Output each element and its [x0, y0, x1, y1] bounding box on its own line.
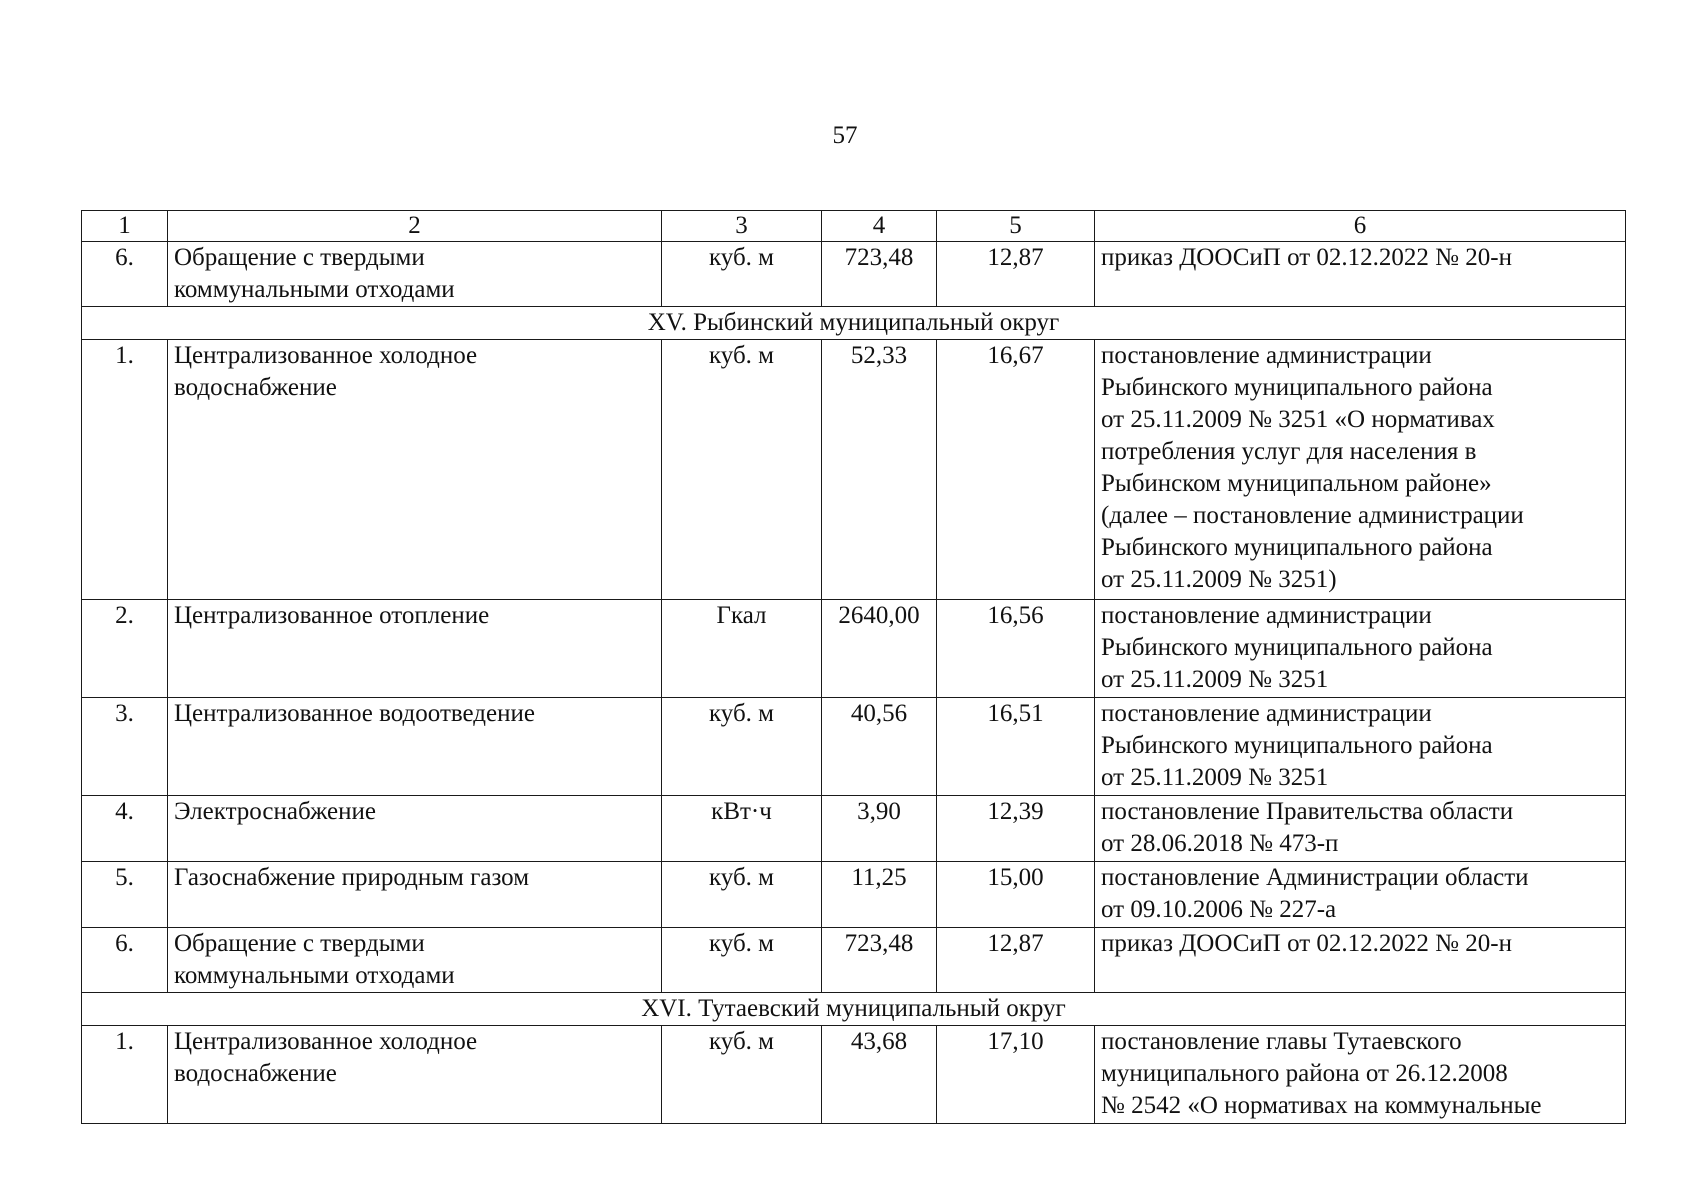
service-name: Централизованное отопление: [168, 600, 662, 698]
table-row: [82, 698, 1626, 796]
coefficient-value: 15,00: [937, 862, 1095, 928]
row-number: 5.: [82, 862, 168, 928]
row-number: 1.: [82, 1026, 168, 1124]
header-cell: 5: [937, 211, 1095, 242]
legal-basis: постановление администрации Рыбинского муниципального района от 25.11.2009 № 3251 «О нормативах потребления услуг для населения в Рыбинском муниципальном районе» (далее – постановление администрации Рыбинского муниципального района от 25.11.2009 № 3251): [1095, 340, 1626, 600]
norms-table: [81, 210, 1626, 1124]
legal-basis: постановление администрации Рыбинского муниципального района от 25.11.2009 № 3251: [1095, 698, 1626, 796]
section-title: XV. Рыбинский муниципальный округ: [82, 307, 1626, 340]
legal-basis: постановление Правительства области от 28.06.2018 № 473-п: [1095, 796, 1626, 862]
service-name: Газоснабжение природным газом: [168, 862, 662, 928]
coefficient-value: 12,87: [937, 928, 1095, 993]
table-row: [82, 1026, 1626, 1124]
norm-value: 2640,00: [822, 600, 937, 698]
table-row: [82, 796, 1626, 862]
row-number: 3.: [82, 698, 168, 796]
legal-basis: приказ ДООСиП от 02.12.2022 № 20-н: [1095, 242, 1626, 307]
service-name: Обращение с твердыми коммунальными отходами: [168, 242, 662, 307]
table-header-row: [82, 211, 1626, 242]
service-name: Обращение с твердыми коммунальными отходами: [168, 928, 662, 993]
row-number: 6.: [82, 928, 168, 993]
page-number: 57: [832, 122, 858, 149]
table-row: [82, 600, 1626, 698]
unit: куб. м: [662, 862, 822, 928]
unit: куб. м: [662, 242, 822, 307]
section-heading-row: [82, 993, 1626, 1026]
legal-basis: приказ ДООСиП от 02.12.2022 № 20-н: [1095, 928, 1626, 993]
service-name: Централизованное холодное водоснабжение: [168, 340, 662, 600]
row-number: 1.: [82, 340, 168, 600]
table-row: [82, 242, 1626, 307]
legal-basis: постановление Администрации области от 09.10.2006 № 227-а: [1095, 862, 1626, 928]
service-name: Электроснабжение: [168, 796, 662, 862]
coefficient-value: 16,56: [937, 600, 1095, 698]
coefficient-value: 17,10: [937, 1026, 1095, 1124]
coefficient-value: 16,67: [937, 340, 1095, 600]
table-row: [82, 340, 1626, 600]
header-cell: 6: [1095, 211, 1626, 242]
service-name: Централизованное водоотведение: [168, 698, 662, 796]
unit: куб. м: [662, 1026, 822, 1124]
norm-value: 3,90: [822, 796, 937, 862]
unit: куб. м: [662, 340, 822, 600]
legal-basis: постановление главы Тутаевского муниципального района от 26.12.2008 № 2542 «О нормативах на коммунальные: [1095, 1026, 1626, 1124]
coefficient-value: 12,87: [937, 242, 1095, 307]
section-heading-row: [82, 307, 1626, 340]
norm-value: 52,33: [822, 340, 937, 600]
norm-value: 723,48: [822, 928, 937, 993]
coefficient-value: 16,51: [937, 698, 1095, 796]
row-number: 6.: [82, 242, 168, 307]
legal-basis: постановление администрации Рыбинского муниципального района от 25.11.2009 № 3251: [1095, 600, 1626, 698]
header-cell: 3: [662, 211, 822, 242]
norm-value: 40,56: [822, 698, 937, 796]
norm-value: 43,68: [822, 1026, 937, 1124]
row-number: 4.: [82, 796, 168, 862]
table-row: [82, 862, 1626, 928]
norm-value: 723,48: [822, 242, 937, 307]
table-row: [82, 928, 1626, 993]
header-cell: 1: [82, 211, 168, 242]
unit: кВт·ч: [662, 796, 822, 862]
header-cell: 4: [822, 211, 937, 242]
unit: куб. м: [662, 928, 822, 993]
section-title: XVI. Тутаевский муниципальный округ: [82, 993, 1626, 1026]
unit: куб. м: [662, 698, 822, 796]
coefficient-value: 12,39: [937, 796, 1095, 862]
norm-value: 11,25: [822, 862, 937, 928]
unit: Гкал: [662, 600, 822, 698]
header-cell: 2: [168, 211, 662, 242]
service-name: Централизованное холодное водоснабжение: [168, 1026, 662, 1124]
row-number: 2.: [82, 600, 168, 698]
